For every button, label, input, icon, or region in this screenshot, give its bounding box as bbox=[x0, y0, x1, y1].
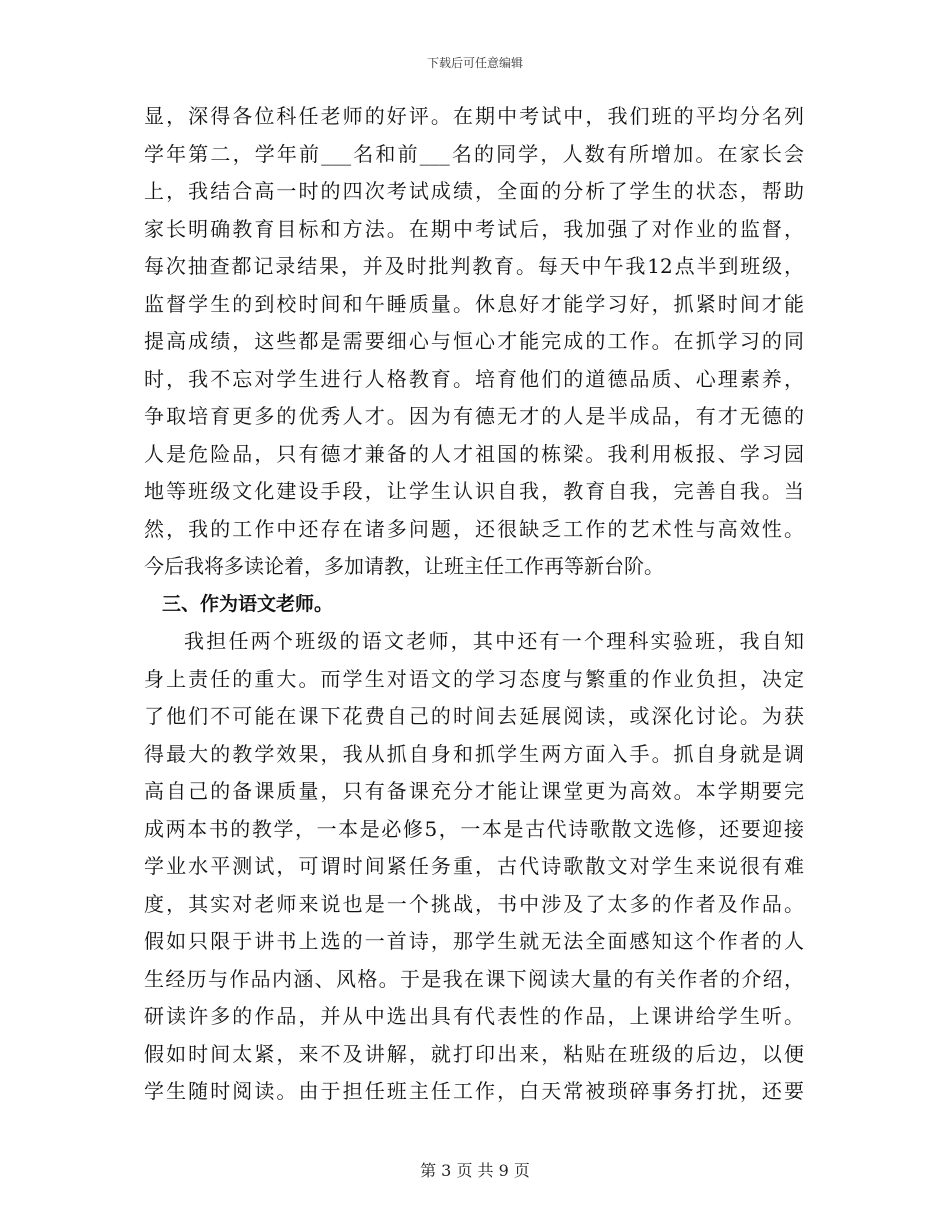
text-line: 得最大的教学效果，我从抓自身和抓学生两方面入手。抓自身就是调 bbox=[144, 741, 804, 766]
text-line: 显，深得各位科任老师的好评。在期中考试中，我们班的平均分名列 bbox=[144, 104, 804, 128]
text-line: 学业水平测试，可谓时间紧任务重，古代诗歌散文对学生来说很有难 bbox=[144, 854, 804, 878]
text-line: 度，其实对老师来说也是一个挑战，书中涉及了太多的作者及作品。 bbox=[144, 891, 804, 916]
text-line: 上，我结合高一时的四次考试成绩，全面的分析了学生的状态，帮助 bbox=[144, 179, 804, 203]
text-line: 我担任两个班级的语文老师，其中还有一个理科实验班，我自知 bbox=[184, 629, 804, 653]
page-indicator: 第 3 页 共 9 页 bbox=[420, 1161, 530, 1180]
text-line: 了他们不可能在课下花费自己的时间去延展阅读，或深化讨论。为获 bbox=[144, 704, 804, 728]
text-line: 学生随时阅读。由于担任班主任工作，白天常被琐碎事务打扰，还要 bbox=[144, 1079, 804, 1103]
text-line: 成两本书的教学，一本是必修5，一本是古代诗歌散文选修，还要迎接 bbox=[144, 816, 804, 841]
text-line: 争取培育更多的优秀人才。因为有德无才的人是半成品，有才无德的 bbox=[144, 404, 804, 428]
text-line: 假如时间太紧，来不及讲解，就打印出来，粘贴在班级的后边，以便 bbox=[144, 1041, 804, 1066]
text-line: 然，我的工作中还存在诸多问题，还很缺乏工作的艺术性与高效性。 bbox=[144, 516, 804, 541]
document-body bbox=[144, 98, 804, 1111]
text-line: 每次抽查都记录结果，并及时批判教育。每天中午我12点半到班级， bbox=[144, 254, 804, 278]
text-line: 今后我将多读论着，多加请教，让班主任工作再等新台阶。 bbox=[144, 554, 664, 578]
text-line: 监督学生的到校时间和午睡质量。休息好才能学习好，抓紧时间才能 bbox=[144, 291, 804, 316]
text-line: 假如只限于讲书上选的一首诗，那学生就无法全面感知这个作者的人 bbox=[144, 929, 804, 953]
header-note: 下载后可任意编辑 bbox=[426, 56, 523, 70]
text-line: 地等班级文化建设手段，让学生认识自我，教育自我，完善自我。当 bbox=[144, 479, 804, 503]
text-line: 高自己的备课质量，只有备课充分才能让课堂更为高效。本学期要完 bbox=[144, 779, 804, 803]
text-line: 人是危险品，只有德才兼备的人才祖国的栋梁。我利用板报、学习园 bbox=[144, 441, 804, 466]
text-line: 提高成绩，这些都是需要细心与恒心才能完成的工作。在抓学习的同 bbox=[144, 329, 804, 353]
text-line: 身上责任的重大。而学生对语文的学习态度与繁重的作业负担，决定 bbox=[144, 666, 804, 691]
text-line: 研读许多的作品，并从中选出具有代表性的作品，上课讲给学生听。 bbox=[144, 1004, 804, 1028]
text-line: 生经历与作品内涵、风格。于是我在课下阅读大量的有关作者的介绍， bbox=[144, 966, 804, 991]
section-heading: 三、作为语文老师。 bbox=[162, 592, 334, 615]
text-line: 学年第二，学年前___名和前___名的同学，人数有所增加。在家长会 bbox=[144, 141, 804, 166]
text-line: 时，我不忘对学生进行人格教育。培育他们的道德品质、心理素养， bbox=[144, 366, 804, 391]
text-line: 家长明确教育目标和方法。在期中考试后，我加强了对作业的监督， bbox=[144, 216, 804, 241]
